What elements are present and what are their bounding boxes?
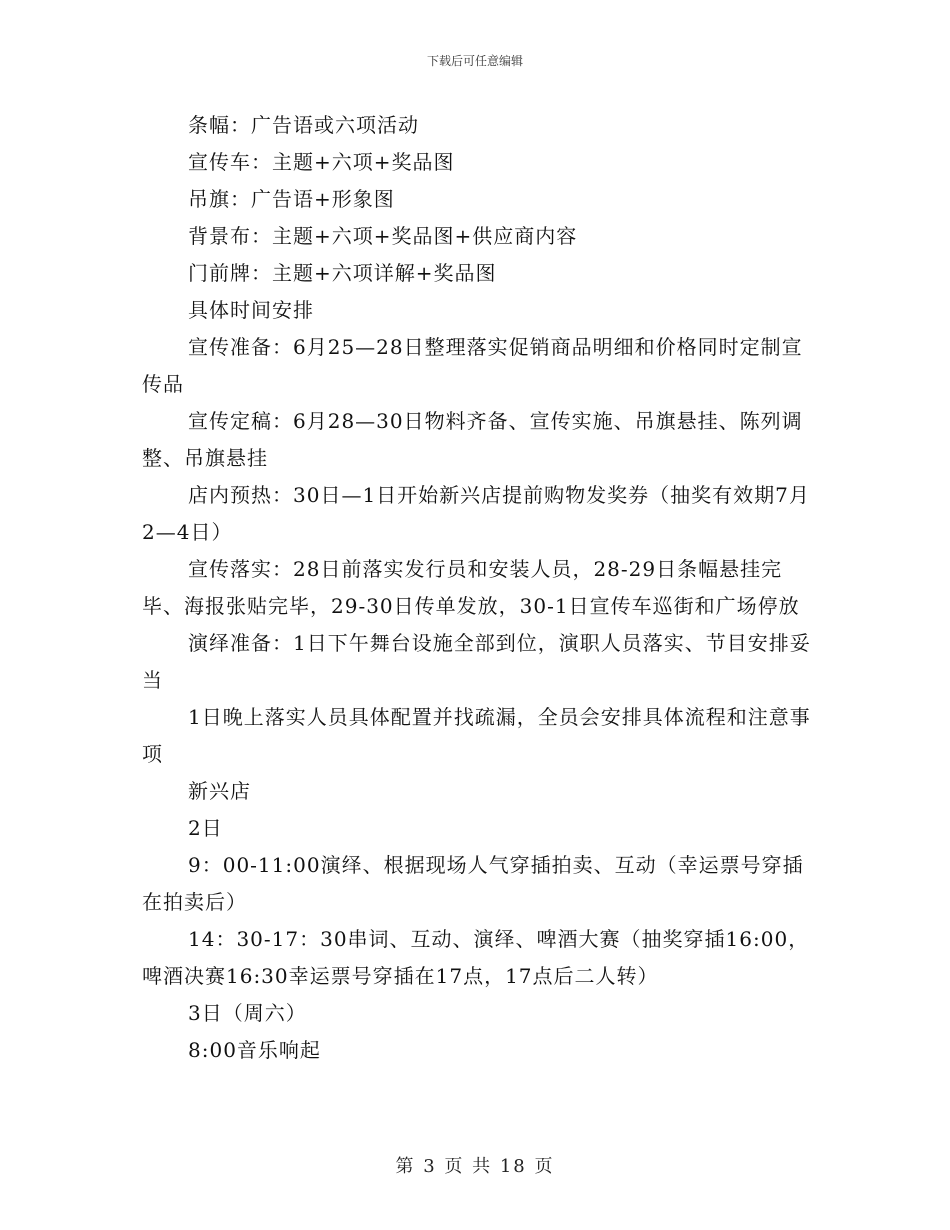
paragraph-backdrop: 背景布：主题+六项+奖品图+供应商内容 [188, 224, 578, 248]
paragraph-door-sign: 门前牌：主题+六项详解+奖品图 [188, 261, 497, 285]
paragraph-promo-execution: 宣传落实：28日前落实发行员和安装人员，28-29日条幅悬挂完毕、海报张贴完毕，29-30日传单发放，30-1日宣传车巡街和广场停放 [142, 557, 800, 618]
paragraph-performance-prep: 演绎准备：1日下午舞台设施全部到位，演职人员落实、节目安排妥当 [142, 631, 811, 692]
paragraph-music-start: 8:00音乐响起 [188, 1038, 321, 1062]
paragraph-day-2: 2日 [188, 816, 223, 840]
document-body [142, 107, 812, 1069]
paragraph-promo-prep: 宣传准备：6月25—28日整理落实促销商品明细和价格同时定制宣传品 [142, 335, 803, 396]
paragraph-promo-vehicle: 宣传车：主题+六项+奖品图 [188, 150, 455, 174]
paragraph-morning-schedule: 9：00-11:00演绎、根据现场人气穿插拍卖、互动（幸运票号穿插在拍卖后） [142, 853, 804, 914]
page-header: 下载后可任意编辑 [426, 54, 523, 68]
paragraph-store-warmup: 店内预热：30日—1日开始新兴店提前购物发奖券（抽奖有效期7月2—4日） [142, 483, 810, 544]
paragraph-hanging-flag: 吊旗：广告语+形象图 [188, 187, 395, 211]
page-footer: 第 3 页 共 18 页 [395, 1156, 555, 1177]
paragraph-promo-final: 宣传定稿：6月28—30日物料齐备、宣传实施、吊旗悬挂、陈列调整、吊旗悬挂 [142, 409, 803, 470]
paragraph-banner: 条幅：广告语或六项活动 [188, 113, 419, 137]
paragraph-staff-meeting: 1日晚上落实人员具体配置并找疏漏，全员会安排具体流程和注意事项 [142, 705, 811, 766]
paragraph-schedule-heading: 具体时间安排 [188, 298, 314, 322]
paragraph-day-3: 3日（周六） [188, 1001, 307, 1025]
paragraph-store-name: 新兴店 [188, 779, 251, 803]
paragraph-afternoon-schedule: 14：30-17：30串词、互动、演绎、啤酒大赛（抽奖穿插16:00，啤酒决赛16:30幸运票号穿插在17点，17点后二人转） [142, 927, 810, 988]
